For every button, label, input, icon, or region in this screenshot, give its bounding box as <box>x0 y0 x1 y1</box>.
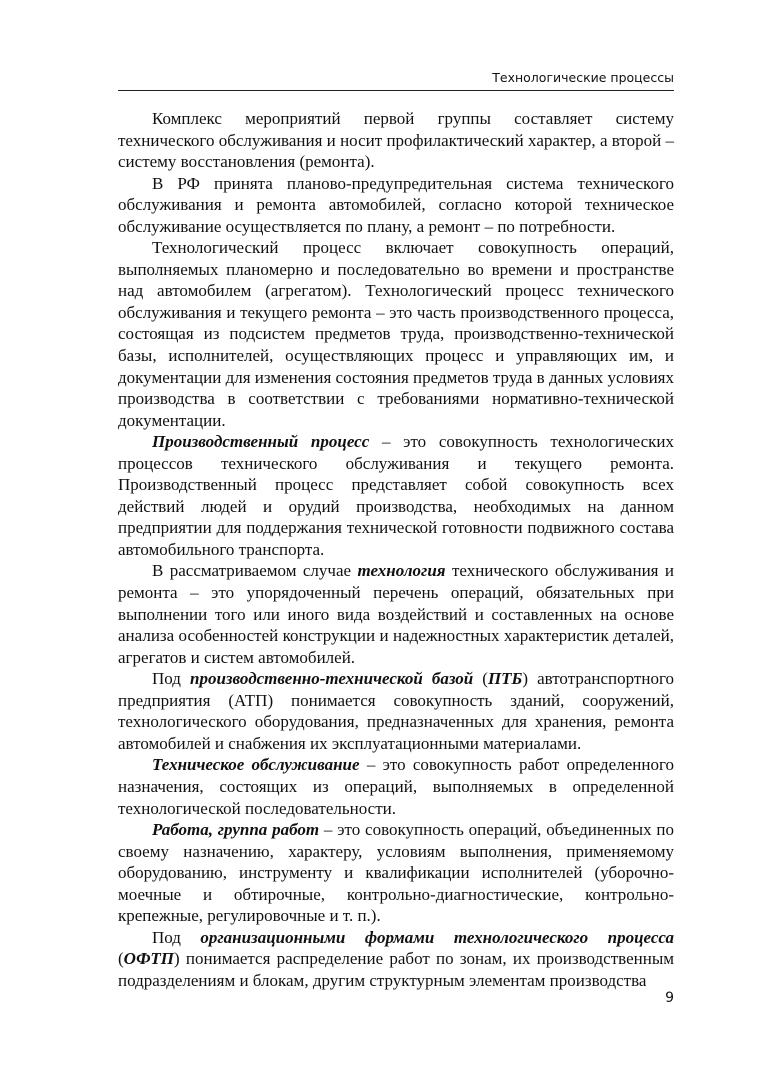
paragraph-5 <box>118 560 674 668</box>
paragraph-6 <box>118 668 674 754</box>
paragraph-4-text: – это совокупность технологических процессов технического обслуживания и текущего ремонта. Производственный процесс представляет собой совокупность всех действий людей и орудий производства, необходимых на данном предприятии для поддержания технической готовности подвижного состава автомобильного транспорта. <box>118 432 674 559</box>
abbr-ptb: ПТБ <box>487 669 523 689</box>
term-production-technical-base: производственно-технической базой <box>190 669 474 689</box>
term-production-process: Производственный процесс <box>152 432 370 452</box>
term-technology: технология <box>357 561 446 581</box>
paragraph-7-text: – это совокупность работ определенного назначения, состоящих из операций, выполняемых в определенной технологической последовательности. <box>118 755 674 818</box>
paragraph-8 <box>118 819 674 927</box>
abbr-oftp: ОФТП <box>123 949 174 969</box>
term-work-group: Работа, группа работ <box>152 820 320 840</box>
page-number: 9 <box>665 990 674 1006</box>
body-text <box>118 108 674 991</box>
header-divider <box>118 90 674 91</box>
paragraph-6-paren: ( <box>473 669 488 689</box>
paragraph-1: Комплекс мероприятий первой группы составляет систему технического обслуживания и носит профилактический характер, а второй – систему восстановления (ремонта). <box>118 109 674 172</box>
paragraph-5-text: технического обслуживания и ремонта – это упорядоченный перечень операций, обязательных при выполнении того или иного вида воздействий и составленных на основе анализа особенностей конструкции и надежностных характеристик деталей, агрегатов и систем автомобилей. <box>118 561 675 667</box>
paragraph-2: В РФ принята планово-предупредительная система технического обслуживания и ремонта автомобилей, согласно которой техническое обслуживание осуществляется по плану, а ремонт – по потребности. <box>118 173 674 236</box>
running-header: Технологические процессы <box>492 70 674 85</box>
paragraph-4 <box>118 431 674 560</box>
paragraph-9-lead: Под <box>152 927 201 947</box>
paragraph-9 <box>118 927 674 992</box>
paragraph-7 <box>118 754 674 819</box>
term-organizational-forms: организационными формами технологического процесса <box>200 927 674 947</box>
paragraph-8-text: – это совокупность операций, объединенных по своему назначению, характеру, условиям выполнения, применяемому оборудованию, инструменту и квалификации исполнителей (уборочно-моечные и обтирочные, контрольно-диагностические, контрольно-крепежные, регулировочные и т. п.). <box>118 820 674 926</box>
paragraph-5-lead: В рассматриваемом случае <box>152 561 358 581</box>
term-maintenance: Техническое обслуживание <box>152 755 360 775</box>
paragraph-6-text: ) автотранспортного предприятия (АТП) понимается совокупность зданий, сооружений, технологического оборудования, предназначенных для хранения, ремонта автомобилей и снабжения их эксплуатационными материалами. <box>118 669 674 753</box>
paragraph-9-text: ) понимается распределение работ по зонам, их производственным подразделениям и блокам, другим структурным элементам производства <box>118 949 674 990</box>
paragraph-9-paren: ( <box>118 949 124 969</box>
paragraph-6-lead: Под <box>152 669 190 689</box>
paragraph-3: Технологический процесс включает совокупность операций, выполняемых планомерно и последовательно во времени и пространстве над автомобилем (агрегатом). Технологический процесс технического обслуживания и текущего ремонта – это часть производственного процесса, состоящая из подсистем предметов труда, производственно-технической базы, исполнителей, осуществляющих процесс и управляющих им, и документации для изменения состояния предметов труда в данных условиях производства в соответствии с требованиями нормативно-технической документации. <box>118 238 674 430</box>
